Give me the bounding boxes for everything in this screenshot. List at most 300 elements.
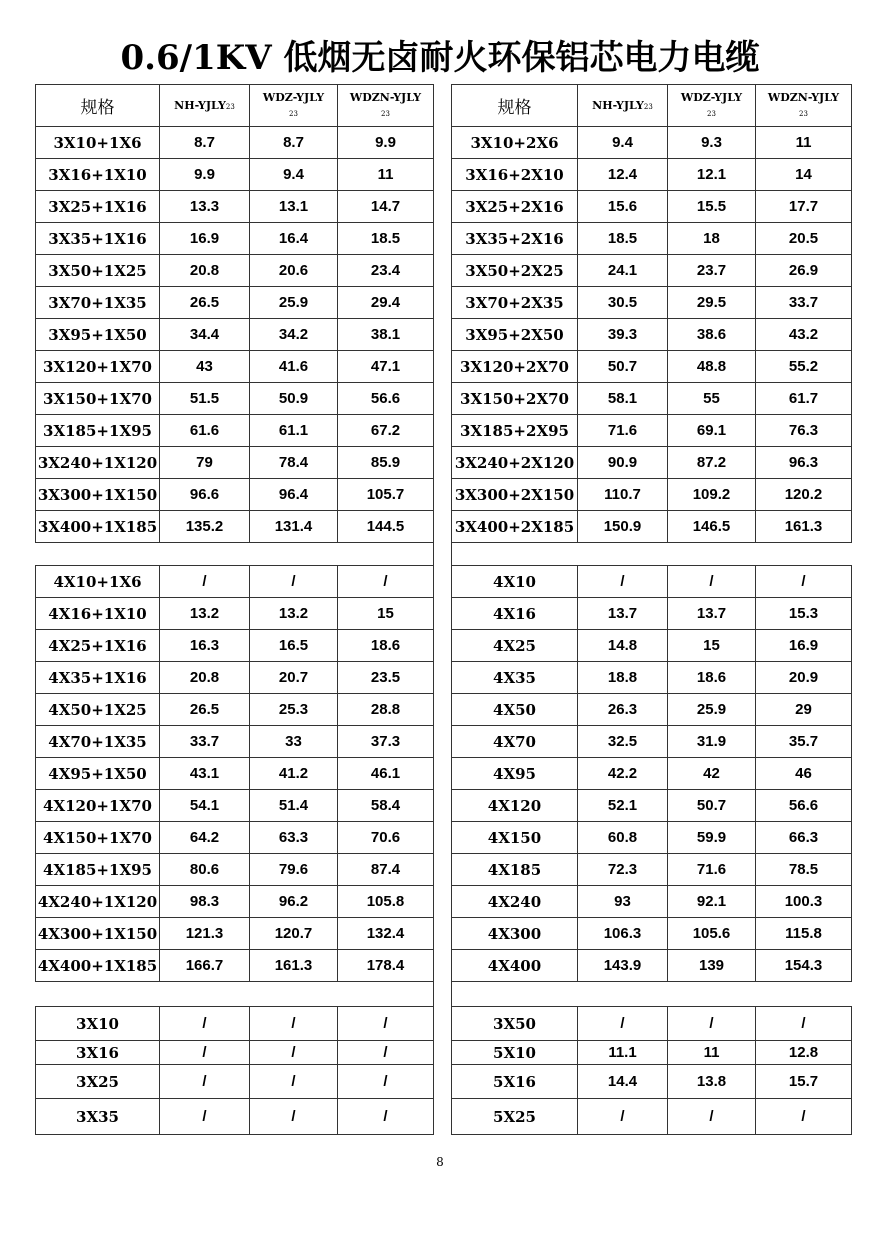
value-cell: 70.6 xyxy=(338,822,434,854)
value-cell: 38.1 xyxy=(338,319,434,351)
spec-cell: 3X50 xyxy=(452,1007,578,1041)
value-cell: 52.1 xyxy=(578,790,668,822)
table-row xyxy=(452,950,852,982)
value-cell: 41.2 xyxy=(250,758,338,790)
table-row xyxy=(452,255,852,287)
spec-cell: 3X16+2X10 xyxy=(452,159,578,191)
header-wdz-yjly xyxy=(250,85,338,127)
value-cell: / xyxy=(756,1099,852,1135)
spec-cell: 4X300 xyxy=(452,918,578,950)
value-cell: 61.1 xyxy=(250,415,338,447)
value-cell: 18.5 xyxy=(578,223,668,255)
value-cell: / xyxy=(756,566,852,598)
value-cell: 26.9 xyxy=(756,255,852,287)
cable-table-misc-right xyxy=(451,1006,852,1135)
spec-cell: 4X95+1X50 xyxy=(36,758,160,790)
spec-cell: 3X95+2X50 xyxy=(452,319,578,351)
value-cell: 78.4 xyxy=(250,447,338,479)
value-cell: / xyxy=(160,1007,250,1041)
value-cell: 110.7 xyxy=(578,479,668,511)
value-cell: 98.3 xyxy=(160,886,250,918)
table-row xyxy=(36,662,434,694)
header-wdz-yjly-subscript: 23 xyxy=(289,110,298,118)
header-row xyxy=(36,85,434,127)
spec-cell: 4X185+1X95 xyxy=(36,854,160,886)
value-cell: 26.5 xyxy=(160,287,250,319)
cable-table-3core-left xyxy=(35,84,434,543)
cable-table-4core-right xyxy=(451,565,852,982)
value-cell: 14.4 xyxy=(578,1065,668,1099)
value-cell: / xyxy=(250,566,338,598)
table-row xyxy=(452,566,852,598)
value-cell: 9.9 xyxy=(338,127,434,159)
value-cell: 105.6 xyxy=(668,918,756,950)
value-cell: 69.1 xyxy=(668,415,756,447)
spec-cell: 3X10 xyxy=(36,1007,160,1041)
value-cell: 15 xyxy=(668,630,756,662)
value-cell: 13.3 xyxy=(160,191,250,223)
value-cell: 13.2 xyxy=(160,598,250,630)
spec-cell: 5X10 xyxy=(452,1041,578,1065)
value-cell: 18 xyxy=(668,223,756,255)
spec-cell: 4X240 xyxy=(452,886,578,918)
value-cell: 56.6 xyxy=(756,790,852,822)
header-spec xyxy=(36,85,160,127)
table-row xyxy=(452,479,852,511)
value-cell: 139 xyxy=(668,950,756,982)
value-cell: 24.1 xyxy=(578,255,668,287)
header-nh-yjly-label: NH-YJLY xyxy=(592,99,644,112)
value-cell: 9.9 xyxy=(160,159,250,191)
table-row xyxy=(452,1065,852,1099)
table-row xyxy=(452,1099,852,1135)
value-cell: 90.9 xyxy=(578,447,668,479)
table-row xyxy=(36,918,434,950)
header-wdzn-yjly xyxy=(338,85,434,127)
value-cell: 41.6 xyxy=(250,351,338,383)
value-cell: 9.4 xyxy=(250,159,338,191)
value-cell: 11 xyxy=(756,127,852,159)
table-row xyxy=(452,415,852,447)
table-row xyxy=(452,159,852,191)
value-cell: 150.9 xyxy=(578,511,668,543)
value-cell: 39.3 xyxy=(578,319,668,351)
value-cell: 16.9 xyxy=(756,630,852,662)
spec-cell: 4X16+1X10 xyxy=(36,598,160,630)
header-wdzn-yjly-subscript: 23 xyxy=(381,110,390,118)
table-row xyxy=(36,319,434,351)
table-row xyxy=(36,415,434,447)
table-row xyxy=(36,822,434,854)
spec-cell: 3X120+1X70 xyxy=(36,351,160,383)
spec-cell: 4X50 xyxy=(452,694,578,726)
table-row xyxy=(452,822,852,854)
value-cell: 76.3 xyxy=(756,415,852,447)
value-cell: 66.3 xyxy=(756,822,852,854)
spec-cell: 3X35+2X16 xyxy=(452,223,578,255)
value-cell: 80.6 xyxy=(160,854,250,886)
value-cell: 96.4 xyxy=(250,479,338,511)
page-title: 0.6/1KV 低烟无卤耐火环保铝芯电力电缆 xyxy=(120,38,760,78)
value-cell: / xyxy=(160,1041,250,1065)
table-row xyxy=(452,854,852,886)
value-cell: / xyxy=(578,1007,668,1041)
spec-cell: 3X10+1X6 xyxy=(36,127,160,159)
value-cell: 63.3 xyxy=(250,822,338,854)
value-cell: 8.7 xyxy=(250,127,338,159)
value-cell: 54.1 xyxy=(160,790,250,822)
value-cell: 58.4 xyxy=(338,790,434,822)
table-row xyxy=(36,127,434,159)
value-cell: 23.4 xyxy=(338,255,434,287)
spec-cell: 4X10+1X6 xyxy=(36,566,160,598)
spec-cell: 3X50+1X25 xyxy=(36,255,160,287)
divider-line xyxy=(451,541,452,565)
value-cell: 15.6 xyxy=(578,191,668,223)
table-row xyxy=(36,1099,434,1135)
table-row xyxy=(452,886,852,918)
table-row xyxy=(452,598,852,630)
header-spec-label: 规格 xyxy=(80,98,115,118)
spec-cell: 3X16+1X10 xyxy=(36,159,160,191)
value-cell: 144.5 xyxy=(338,511,434,543)
value-cell: 14 xyxy=(756,159,852,191)
value-cell: 48.8 xyxy=(668,351,756,383)
table-row xyxy=(36,1041,434,1065)
value-cell: 37.3 xyxy=(338,726,434,758)
value-cell: 29.5 xyxy=(668,287,756,319)
value-cell: 29 xyxy=(756,694,852,726)
value-cell: 46 xyxy=(756,758,852,790)
table-row xyxy=(452,223,852,255)
value-cell: 9.3 xyxy=(668,127,756,159)
value-cell: 34.4 xyxy=(160,319,250,351)
value-cell: 12.8 xyxy=(756,1041,852,1065)
table-row xyxy=(36,1007,434,1041)
table-row xyxy=(452,127,852,159)
value-cell: 132.4 xyxy=(338,918,434,950)
spec-cell: 3X185+2X95 xyxy=(452,415,578,447)
value-cell: 16.3 xyxy=(160,630,250,662)
table-row xyxy=(36,886,434,918)
value-cell: 43 xyxy=(160,351,250,383)
value-cell: 18.6 xyxy=(668,662,756,694)
value-cell: 51.5 xyxy=(160,383,250,415)
value-cell: 25.3 xyxy=(250,694,338,726)
spec-cell: 3X70+1X35 xyxy=(36,287,160,319)
value-cell: 120.2 xyxy=(756,479,852,511)
value-cell: 13.7 xyxy=(578,598,668,630)
spec-cell: 3X50+2X25 xyxy=(452,255,578,287)
spec-cell: 3X185+1X95 xyxy=(36,415,160,447)
value-cell: 93 xyxy=(578,886,668,918)
value-cell: 12.1 xyxy=(668,159,756,191)
spec-cell: 4X10 xyxy=(452,566,578,598)
value-cell: 12.4 xyxy=(578,159,668,191)
value-cell: 11 xyxy=(668,1041,756,1065)
value-cell: 18.5 xyxy=(338,223,434,255)
value-cell: 11.1 xyxy=(578,1041,668,1065)
spec-cell: 3X16 xyxy=(36,1041,160,1065)
value-cell: 42.2 xyxy=(578,758,668,790)
header-nh-yjly-label: NH-YJLY xyxy=(174,99,226,112)
table-row xyxy=(36,383,434,415)
spec-cell: 4X185 xyxy=(452,854,578,886)
spec-cell: 3X25+1X16 xyxy=(36,191,160,223)
table-row xyxy=(36,566,434,598)
table-row xyxy=(452,1007,852,1041)
value-cell: 30.5 xyxy=(578,287,668,319)
table-row xyxy=(452,790,852,822)
spec-cell: 3X240+1X120 xyxy=(36,447,160,479)
spec-cell: 3X300+1X150 xyxy=(36,479,160,511)
value-cell: 43.2 xyxy=(756,319,852,351)
table-row xyxy=(452,287,852,319)
value-cell: 18.6 xyxy=(338,630,434,662)
value-cell: 28.8 xyxy=(338,694,434,726)
value-cell: 79.6 xyxy=(250,854,338,886)
value-cell: 15.3 xyxy=(756,598,852,630)
header-nh-yjly xyxy=(160,85,250,127)
spec-cell: 3X120+2X70 xyxy=(452,351,578,383)
value-cell: 55.2 xyxy=(756,351,852,383)
value-cell: 60.8 xyxy=(578,822,668,854)
value-cell: 115.8 xyxy=(756,918,852,950)
value-cell: 9.4 xyxy=(578,127,668,159)
value-cell: 13.7 xyxy=(668,598,756,630)
value-cell: 20.8 xyxy=(160,255,250,287)
value-cell: / xyxy=(668,1099,756,1135)
header-wdzn-yjly-subscript: 23 xyxy=(799,110,808,118)
spec-cell: 4X25 xyxy=(452,630,578,662)
value-cell: 47.1 xyxy=(338,351,434,383)
value-cell: 13.8 xyxy=(668,1065,756,1099)
value-cell: 33.7 xyxy=(160,726,250,758)
value-cell: 16.4 xyxy=(250,223,338,255)
value-cell: 18.8 xyxy=(578,662,668,694)
value-cell: / xyxy=(160,1065,250,1099)
value-cell: / xyxy=(250,1099,338,1135)
header-spec-label: 规格 xyxy=(497,98,532,118)
page-number: 8 xyxy=(436,1155,444,1169)
divider-line xyxy=(433,982,434,1006)
value-cell: / xyxy=(338,1007,434,1041)
value-cell: 14.8 xyxy=(578,630,668,662)
table-row xyxy=(36,598,434,630)
value-cell: 16.9 xyxy=(160,223,250,255)
value-cell: 26.3 xyxy=(578,694,668,726)
value-cell: 96.6 xyxy=(160,479,250,511)
header-wdz-yjly-label: WDZ-YJLY xyxy=(680,91,743,104)
table-row xyxy=(36,479,434,511)
value-cell: 64.2 xyxy=(160,822,250,854)
value-cell: 61.6 xyxy=(160,415,250,447)
table-row xyxy=(36,694,434,726)
value-cell: 35.7 xyxy=(756,726,852,758)
table-row xyxy=(452,726,852,758)
value-cell: / xyxy=(338,566,434,598)
spec-cell: 4X50+1X25 xyxy=(36,694,160,726)
table-row xyxy=(36,287,434,319)
value-cell: 55 xyxy=(668,383,756,415)
value-cell: 20.7 xyxy=(250,662,338,694)
value-cell: 58.1 xyxy=(578,383,668,415)
value-cell: 72.3 xyxy=(578,854,668,886)
value-cell: 38.6 xyxy=(668,319,756,351)
spec-cell: 3X35 xyxy=(36,1099,160,1135)
spec-cell: 3X95+1X50 xyxy=(36,319,160,351)
table-row xyxy=(36,950,434,982)
value-cell: 16.5 xyxy=(250,630,338,662)
value-cell: 120.7 xyxy=(250,918,338,950)
value-cell: 135.2 xyxy=(160,511,250,543)
value-cell: 23.5 xyxy=(338,662,434,694)
value-cell: 11 xyxy=(338,159,434,191)
spec-cell: 4X16 xyxy=(452,598,578,630)
value-cell: 87.2 xyxy=(668,447,756,479)
spec-cell: 4X120 xyxy=(452,790,578,822)
spec-cell: 4X95 xyxy=(452,758,578,790)
table-row xyxy=(36,255,434,287)
header-nh-yjly-subscript: 23 xyxy=(225,103,235,111)
table-row xyxy=(36,511,434,543)
table-row xyxy=(36,351,434,383)
value-cell: 61.7 xyxy=(756,383,852,415)
table-row xyxy=(36,758,434,790)
value-cell: 8.7 xyxy=(160,127,250,159)
value-cell: 23.7 xyxy=(668,255,756,287)
value-cell: 121.3 xyxy=(160,918,250,950)
table-row xyxy=(36,790,434,822)
value-cell: 71.6 xyxy=(668,854,756,886)
value-cell: 154.3 xyxy=(756,950,852,982)
spec-cell: 3X150+2X70 xyxy=(452,383,578,415)
value-cell: 96.3 xyxy=(756,447,852,479)
value-cell: 15.7 xyxy=(756,1065,852,1099)
value-cell: 71.6 xyxy=(578,415,668,447)
table-row xyxy=(452,758,852,790)
table-row xyxy=(452,191,852,223)
spec-cell: 5X16 xyxy=(452,1065,578,1099)
spec-cell: 4X70 xyxy=(452,726,578,758)
value-cell: 25.9 xyxy=(668,694,756,726)
spec-cell: 3X150+1X70 xyxy=(36,383,160,415)
value-cell: 143.9 xyxy=(578,950,668,982)
header-spec xyxy=(452,85,578,127)
value-cell: / xyxy=(338,1065,434,1099)
value-cell: 15 xyxy=(338,598,434,630)
value-cell: 34.2 xyxy=(250,319,338,351)
value-cell: / xyxy=(578,1099,668,1135)
header-wdzn-yjly xyxy=(756,85,852,127)
value-cell: 26.5 xyxy=(160,694,250,726)
value-cell: / xyxy=(668,1007,756,1041)
table-row xyxy=(36,726,434,758)
value-cell: 106.3 xyxy=(578,918,668,950)
table-row xyxy=(452,630,852,662)
spec-cell: 3X240+2X120 xyxy=(452,447,578,479)
value-cell: 46.1 xyxy=(338,758,434,790)
spec-cell: 4X35 xyxy=(452,662,578,694)
header-nh-yjly xyxy=(578,85,668,127)
table-row xyxy=(36,630,434,662)
spec-cell: 4X70+1X35 xyxy=(36,726,160,758)
value-cell: 51.4 xyxy=(250,790,338,822)
spec-cell: 3X70+2X35 xyxy=(452,287,578,319)
value-cell: 178.4 xyxy=(338,950,434,982)
header-nh-yjly-subscript: 23 xyxy=(643,103,653,111)
spec-cell: 3X300+2X150 xyxy=(452,479,578,511)
table-row xyxy=(36,447,434,479)
value-cell: 25.9 xyxy=(250,287,338,319)
spec-cell: 4X120+1X70 xyxy=(36,790,160,822)
divider-line xyxy=(451,982,452,1006)
spec-cell: 4X400 xyxy=(452,950,578,982)
value-cell: 56.6 xyxy=(338,383,434,415)
table-row xyxy=(36,854,434,886)
value-cell: 15.5 xyxy=(668,191,756,223)
value-cell: 79 xyxy=(160,447,250,479)
value-cell: 161.3 xyxy=(250,950,338,982)
value-cell: 33.7 xyxy=(756,287,852,319)
spec-cell: 3X400+2X185 xyxy=(452,511,578,543)
value-cell: 105.8 xyxy=(338,886,434,918)
spec-cell: 3X25+2X16 xyxy=(452,191,578,223)
cable-table-3core-right xyxy=(451,84,852,543)
header-row xyxy=(452,85,852,127)
value-cell: / xyxy=(338,1041,434,1065)
value-cell: 29.4 xyxy=(338,287,434,319)
spec-cell: 3X10+2X6 xyxy=(452,127,578,159)
value-cell: 14.7 xyxy=(338,191,434,223)
value-cell: / xyxy=(160,1099,250,1135)
value-cell: 85.9 xyxy=(338,447,434,479)
spec-cell: 4X150 xyxy=(452,822,578,854)
value-cell: 109.2 xyxy=(668,479,756,511)
value-cell: 20.6 xyxy=(250,255,338,287)
value-cell: 13.1 xyxy=(250,191,338,223)
table-row xyxy=(452,319,852,351)
table-row xyxy=(36,1065,434,1099)
value-cell: / xyxy=(160,566,250,598)
table-row xyxy=(452,511,852,543)
cable-table-misc-left xyxy=(35,1006,434,1135)
spec-cell: 5X25 xyxy=(452,1099,578,1135)
value-cell: / xyxy=(250,1007,338,1041)
value-cell: / xyxy=(668,566,756,598)
value-cell: 59.9 xyxy=(668,822,756,854)
spec-cell: 4X150+1X70 xyxy=(36,822,160,854)
spec-cell: 3X35+1X16 xyxy=(36,223,160,255)
spec-cell: 4X25+1X16 xyxy=(36,630,160,662)
table-row xyxy=(452,1041,852,1065)
value-cell: 13.2 xyxy=(250,598,338,630)
value-cell: 105.7 xyxy=(338,479,434,511)
spec-cell: 3X400+1X185 xyxy=(36,511,160,543)
table-row xyxy=(36,191,434,223)
table-row xyxy=(36,159,434,191)
table-row xyxy=(452,694,852,726)
table-row xyxy=(452,351,852,383)
value-cell: 20.9 xyxy=(756,662,852,694)
value-cell: 50.7 xyxy=(578,351,668,383)
value-cell: 92.1 xyxy=(668,886,756,918)
spec-cell: 4X240+1X120 xyxy=(36,886,160,918)
value-cell: 20.5 xyxy=(756,223,852,255)
value-cell: 50.9 xyxy=(250,383,338,415)
value-cell: / xyxy=(578,566,668,598)
value-cell: 78.5 xyxy=(756,854,852,886)
